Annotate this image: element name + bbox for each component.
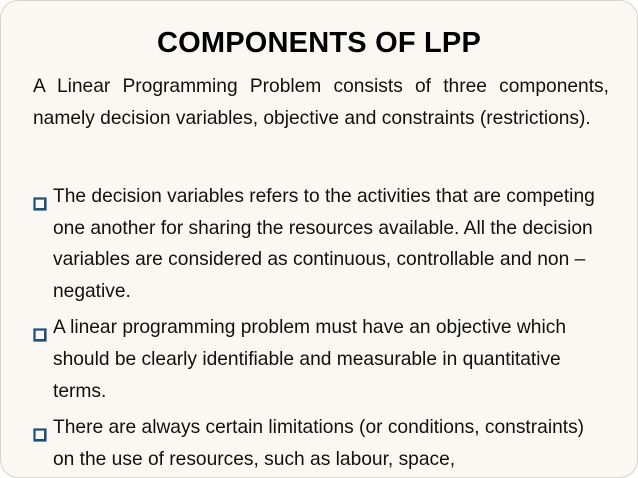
slide-title: COMPONENTS OF LPP — [156, 27, 482, 59]
hollow-square-bullet-icon — [33, 190, 47, 204]
bullet-text: There are always certain limitations (or conditions, constraints) on the use of resources, such as labour, space, — [53, 417, 585, 470]
bullet-text: A linear programming problem must have an objective which should be clearly identifiable and measurable in quantitative terms. — [53, 317, 566, 402]
bullet-item — [33, 312, 609, 407]
intro-paragraph: A Linear Programming Problem consists of three components, namely decision variables, objective and constraints (restrictions). — [33, 76, 609, 129]
bullet-item — [33, 412, 609, 475]
bullet-list — [33, 181, 609, 478]
bullet-text: The decision variables refers to the activities that are competing one another for sharing the resources available. All the decision variables are considered as continuous, controllable and non – negative. — [53, 186, 595, 302]
hollow-square-bullet-icon — [33, 421, 47, 435]
bullet-item — [33, 181, 609, 307]
hollow-square-bullet-icon — [33, 321, 47, 335]
